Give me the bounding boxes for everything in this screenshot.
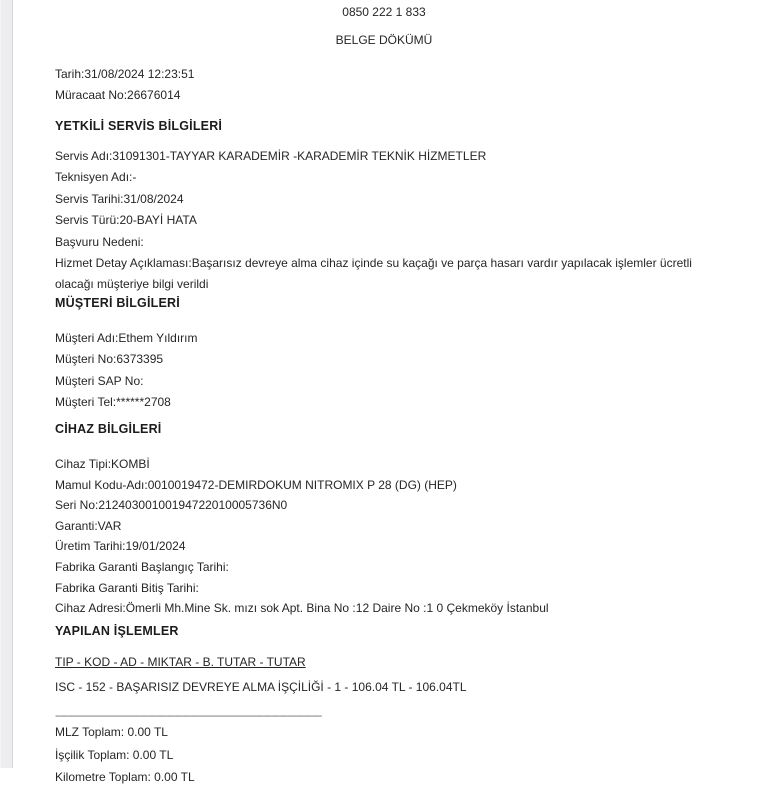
technician-name-line: Teknisyen Adı:-: [55, 170, 137, 185]
labor-total-line: İşçilik Toplam: 0.00 TL: [55, 747, 174, 762]
service-name-line: Servis Adı:31091301-TAYYAR KARADEMİR -KARADEMİR TEKNİK HİZMETLER: [55, 149, 487, 163]
header-phone-number: 0850 222 1 833: [342, 5, 426, 19]
authorized-service-section: [55, 146, 710, 296]
warranty-line: Garanti:VAR: [55, 518, 122, 533]
page-left-edge: [0, 0, 13, 768]
operations-section: [55, 652, 710, 722]
section-heading-customer: MÜŞTERİ BİLGİLERİ: [55, 296, 180, 310]
operation-item-line: ISC - 152 - BAŞARISIZ DEVREYE ALMA İŞÇİLİĞİ - 1 - 106.04 TL - 106.04TL: [55, 680, 467, 695]
material-total-line: MLZ Toplam: 0.00 TL: [55, 725, 168, 739]
service-type-line: Servis Türü:20-BAYİ HATA: [55, 213, 197, 228]
document-title: BELGE DÖKÜMÜ: [335, 33, 433, 47]
section-heading-device: CİHAZ BİLGİLERİ: [55, 422, 162, 436]
device-type-line: Cihaz Tipi:KOMBİ: [55, 457, 150, 471]
product-code-name-line: Mamul Kodu-Adı:0010019472-DEMIRDOKUM NITROMIX P 28 (DG) (HEP): [55, 477, 457, 492]
operations-columns-header: TIP - KOD - AD - MIKTAR - B. TUTAR - TUTAR: [55, 655, 306, 669]
customer-no-line: Müşteri No:6373395: [55, 352, 164, 367]
document-meta: [55, 64, 710, 107]
section-heading-operations: YAPILAN İŞLEMLER: [55, 624, 179, 638]
customer-sap-no-line: Müşteri SAP No:: [55, 373, 144, 388]
mileage-total-line: Kilometre Toplam: 0.00 TL: [55, 770, 195, 785]
customer-name-line: Müşteri Adı:Ethem Yıldırım: [55, 331, 198, 345]
customer-section: [55, 328, 710, 414]
service-detail-description-line: Hizmet Detay Açıklaması:Başarısız devreye alma cihaz içinde su kaçağı ve parça hasarı vardır yapılacak işlemler ücretli olacağı müşteriye bilgi verildi: [55, 256, 696, 292]
device-section: [55, 454, 710, 619]
date-line: Tarih:31/08/2024 12:23:51: [55, 67, 195, 81]
application-no-line: Müracaat No:26676014: [55, 88, 181, 103]
dashed-separator: ----------------------------------------------------------------------------------------------------: [55, 709, 322, 722]
totals-section: [55, 721, 710, 789]
application-reason-line: Başvuru Nedeni:: [55, 234, 144, 249]
factory-warranty-end-line: Fabrika Garanti Bitiş Tarihi:: [55, 580, 199, 595]
device-address-line: Cihaz Adresi:Ömerli Mh.Mine Sk. mızı sok Apt. Bina No :12 Daire No :1 0 Çekmeköy İstanbul: [55, 601, 549, 616]
production-date-line: Üretim Tarihi:19/01/2024: [55, 539, 186, 554]
customer-phone-line: Müşteri Tel:******2708: [55, 395, 171, 410]
factory-warranty-start-line: Fabrika Garanti Başlangıç Tarihi:: [55, 559, 229, 574]
serial-no-line: Seri No:21240300100194722010005736N0: [55, 498, 288, 513]
service-date-line: Servis Tarihi:31/08/2024: [55, 191, 184, 206]
section-heading-authorized-service: YETKİLİ SERVİS BİLGİLERİ: [55, 119, 223, 133]
